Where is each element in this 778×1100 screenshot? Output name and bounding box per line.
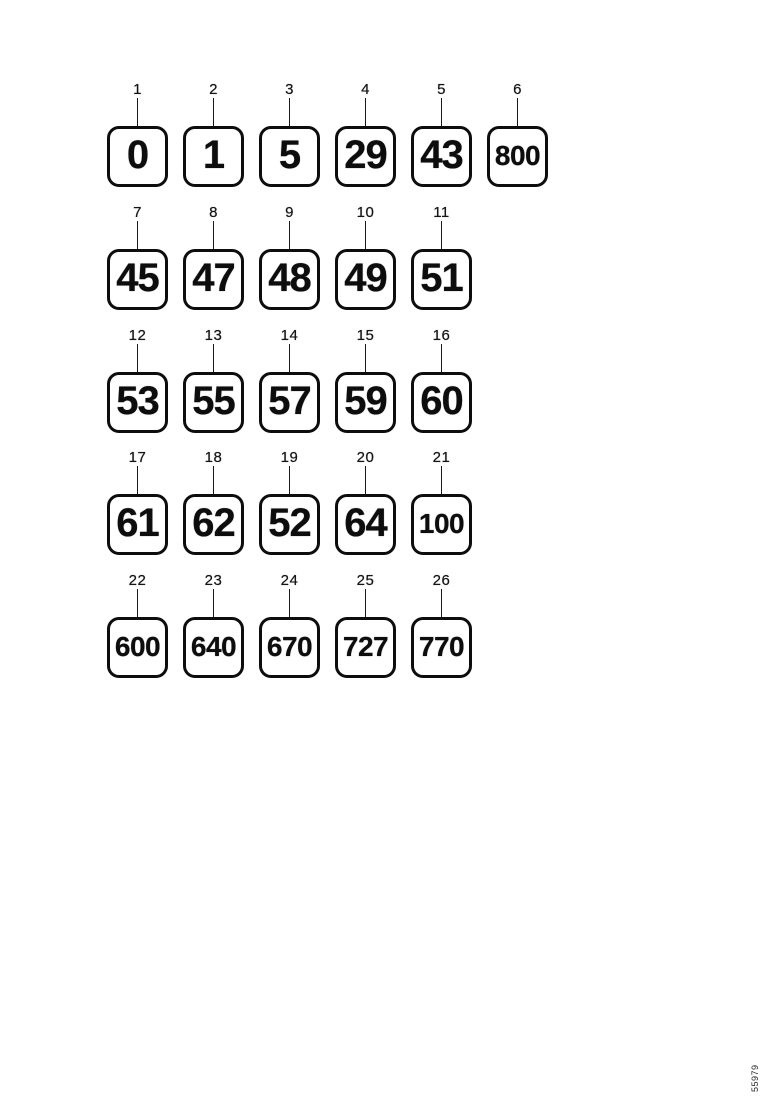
part-ref-number: 26 xyxy=(432,572,451,589)
part-ref-number: 15 xyxy=(356,327,375,344)
part-number: 770 xyxy=(418,630,465,662)
part-ref-cell xyxy=(335,573,396,678)
part-ref-number: 14 xyxy=(280,327,299,344)
part-number-box xyxy=(259,372,320,433)
part-ref-cell xyxy=(411,450,472,555)
part-number: 53 xyxy=(116,379,159,423)
part-number: 62 xyxy=(192,501,235,545)
part-number-box xyxy=(335,617,396,678)
leader-line xyxy=(441,466,443,494)
diagram-row xyxy=(107,573,472,678)
part-number-box xyxy=(411,372,472,433)
part-ref-number: 4 xyxy=(361,81,370,98)
part-number: 670 xyxy=(266,630,313,662)
part-number-box xyxy=(487,126,548,187)
part-number-box xyxy=(107,126,168,187)
part-number: 727 xyxy=(342,630,389,662)
part-ref-cell xyxy=(259,328,320,433)
part-number-box xyxy=(183,617,244,678)
diagram-row xyxy=(107,205,472,310)
leader-line xyxy=(137,344,139,372)
leader-line xyxy=(289,589,291,617)
part-ref-cell xyxy=(107,82,168,187)
part-number-box xyxy=(259,126,320,187)
leader-line xyxy=(289,221,291,249)
part-number: 1 xyxy=(202,133,225,177)
part-number-box xyxy=(259,494,320,555)
part-number-box xyxy=(107,617,168,678)
part-number-box xyxy=(335,494,396,555)
part-ref-cell xyxy=(335,205,396,310)
part-number-box xyxy=(411,494,472,555)
part-ref-number: 13 xyxy=(204,327,223,344)
part-number-box xyxy=(335,372,396,433)
part-number: 61 xyxy=(116,501,159,545)
part-number: 48 xyxy=(268,256,311,300)
part-ref-number: 23 xyxy=(204,572,223,589)
leader-line xyxy=(517,98,519,126)
leader-line xyxy=(137,589,139,617)
leader-line xyxy=(365,221,367,249)
leader-line xyxy=(213,589,215,617)
leader-line xyxy=(441,589,443,617)
part-number-box xyxy=(183,249,244,310)
part-number: 55 xyxy=(192,379,235,423)
part-number-box xyxy=(411,249,472,310)
leader-line xyxy=(365,98,367,126)
part-number: 57 xyxy=(268,379,311,423)
part-number: 800 xyxy=(494,139,541,171)
part-ref-number: 9 xyxy=(285,204,294,221)
part-number-box xyxy=(335,249,396,310)
leader-line xyxy=(213,221,215,249)
diagram-row xyxy=(107,82,548,187)
part-number: 60 xyxy=(420,379,463,423)
leader-line xyxy=(365,589,367,617)
part-ref-cell xyxy=(183,82,244,187)
part-ref-number: 22 xyxy=(128,572,147,589)
part-number-box xyxy=(107,249,168,310)
part-ref-cell xyxy=(411,205,472,310)
part-number: 640 xyxy=(190,630,237,662)
part-number-box xyxy=(183,126,244,187)
leader-line xyxy=(213,344,215,372)
part-ref-cell xyxy=(183,205,244,310)
part-number: 49 xyxy=(344,256,387,300)
leader-line xyxy=(441,98,443,126)
part-ref-cell xyxy=(107,205,168,310)
part-ref-cell xyxy=(335,450,396,555)
leader-line xyxy=(365,344,367,372)
leader-line xyxy=(365,466,367,494)
part-number-box xyxy=(335,126,396,187)
leader-line xyxy=(441,344,443,372)
leader-line xyxy=(213,466,215,494)
part-ref-number: 10 xyxy=(356,204,375,221)
part-number-box xyxy=(259,617,320,678)
part-ref-cell xyxy=(487,82,548,187)
part-ref-number: 16 xyxy=(432,327,451,344)
part-ref-number: 18 xyxy=(204,449,223,466)
part-ref-cell xyxy=(411,328,472,433)
part-number-box xyxy=(259,249,320,310)
part-ref-number: 19 xyxy=(280,449,299,466)
part-ref-number: 11 xyxy=(433,204,450,221)
leader-line xyxy=(289,466,291,494)
part-number-box xyxy=(183,372,244,433)
part-ref-number: 5 xyxy=(437,81,446,98)
part-ref-number: 6 xyxy=(513,81,522,98)
part-ref-cell xyxy=(107,450,168,555)
part-number: 64 xyxy=(344,501,387,545)
part-number-box xyxy=(107,494,168,555)
diagram-row xyxy=(107,450,472,555)
part-number: 43 xyxy=(420,133,463,177)
part-number-box xyxy=(107,372,168,433)
part-ref-cell xyxy=(411,82,472,187)
part-ref-cell xyxy=(259,205,320,310)
part-ref-cell xyxy=(183,450,244,555)
part-ref-cell xyxy=(335,328,396,433)
part-number: 100 xyxy=(418,507,465,539)
part-ref-cell xyxy=(107,573,168,678)
part-ref-cell xyxy=(335,82,396,187)
part-number: 51 xyxy=(420,256,463,300)
part-ref-number: 12 xyxy=(128,327,147,344)
part-number-box xyxy=(411,617,472,678)
leader-line xyxy=(289,344,291,372)
part-number: 47 xyxy=(192,256,235,300)
part-number: 0 xyxy=(126,133,149,177)
part-ref-number: 25 xyxy=(356,572,375,589)
part-number: 600 xyxy=(114,630,161,662)
part-ref-number: 21 xyxy=(432,449,451,466)
part-ref-number: 7 xyxy=(133,204,142,221)
part-ref-number: 20 xyxy=(356,449,375,466)
part-ref-cell xyxy=(259,573,320,678)
part-number: 29 xyxy=(344,133,387,177)
leader-line xyxy=(213,98,215,126)
part-number-box xyxy=(183,494,244,555)
part-ref-number: 24 xyxy=(280,572,299,589)
part-ref-number: 2 xyxy=(209,81,218,98)
part-number-box xyxy=(411,126,472,187)
leader-line xyxy=(137,221,139,249)
leader-line xyxy=(137,98,139,126)
part-ref-cell xyxy=(183,573,244,678)
part-ref-cell xyxy=(259,82,320,187)
part-number: 5 xyxy=(278,133,301,177)
part-ref-number: 17 xyxy=(128,449,147,466)
diagram-row xyxy=(107,328,472,433)
part-ref-number: 8 xyxy=(209,204,218,221)
part-ref-cell xyxy=(411,573,472,678)
part-number: 45 xyxy=(116,256,159,300)
part-ref-number: 1 xyxy=(133,81,142,98)
part-ref-cell xyxy=(259,450,320,555)
leader-line xyxy=(441,221,443,249)
part-ref-cell xyxy=(183,328,244,433)
leader-line xyxy=(137,466,139,494)
part-ref-number: 3 xyxy=(285,81,294,98)
part-number: 52 xyxy=(268,501,311,545)
leader-line xyxy=(289,98,291,126)
part-number: 59 xyxy=(344,379,387,423)
document-number: 55979 xyxy=(750,1064,760,1092)
part-ref-cell xyxy=(107,328,168,433)
